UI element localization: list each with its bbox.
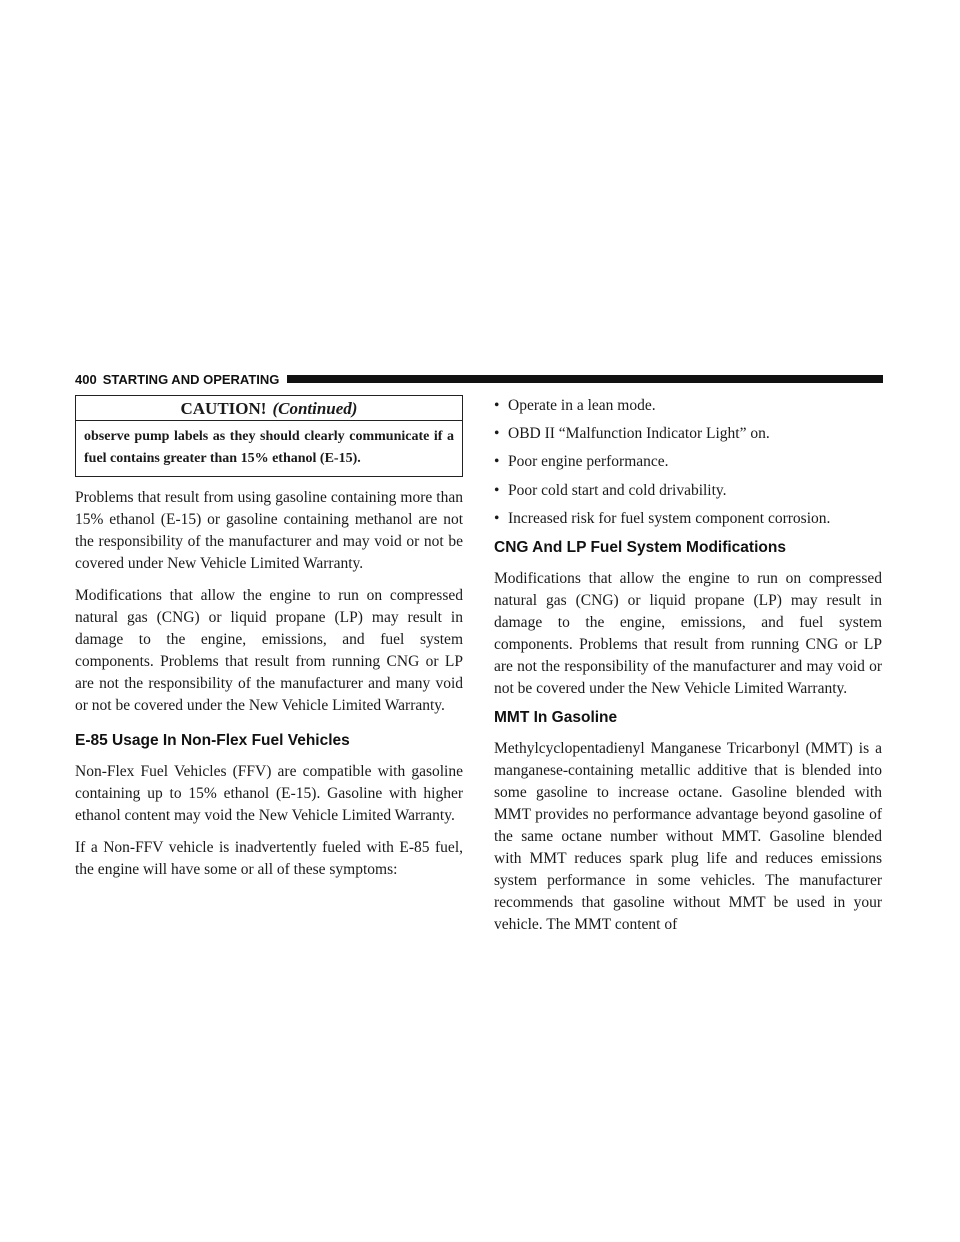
left-column bbox=[75, 395, 463, 881]
list-item: • Poor engine performance. bbox=[494, 451, 882, 473]
list-item: • Increased risk for fuel system component corrosion. bbox=[494, 508, 882, 530]
paragraph-cng-lp-detail: Modifications that allow the engine to run on compressed natural gas (CNG) or liquid propane (LP) may result in damage to the engine, emissions, and fuel system components. Problems that result from running CNG or LP are not the responsibility of the manufacturer and may void or not be covered under the New Vehicle Limited Warranty. bbox=[494, 569, 882, 697]
paragraph-mmt: Methylcyclopentadienyl Manganese Tricarbonyl (MMT) is a manganese-containing metallic additive that is blended into some gasoline to increase octane. Gasoline blended with MMT provides no performance advantage beyond gasoline of the same octane number without MMT. Gasoline blended with MMT reduces spark plug life and reduces emissions system performance in some vehicles. The manufacturer recommends that gasoline without MMT be used in your vehicle. The MMT content of bbox=[494, 739, 882, 933]
caution-box-body: observe pump labels as they should clearly communicate if a fuel contains greater than 15% ethanol (E-15). bbox=[75, 421, 463, 477]
page-header bbox=[75, 370, 883, 388]
symptom-list bbox=[494, 395, 882, 530]
caution-box-title bbox=[75, 395, 463, 421]
list-item: • Operate in a lean mode. bbox=[494, 395, 882, 417]
right-column bbox=[494, 395, 882, 936]
heading-e85-usage: E-85 Usage In Non-Flex Fuel Vehicles bbox=[75, 732, 350, 749]
list-item: • OBD II “Malfunction Indicator Light” on. bbox=[494, 423, 882, 445]
paragraph-ethanol-warranty: Problems that result from using gasoline containing more than 15% ethanol (E-15) or gasoline containing methanol are not the responsibility of the manufacturer and may void or not be covered under New Vehicle Limited Warranty. bbox=[75, 489, 463, 572]
list-item: • Poor cold start and cold drivability. bbox=[494, 480, 882, 502]
heading-cng-lp-modifications: CNG And LP Fuel System Modifications bbox=[494, 538, 786, 556]
section-title: STARTING AND OPERATING bbox=[102, 371, 280, 387]
heading-mmt-in-gasoline: MMT In Gasoline bbox=[494, 708, 618, 726]
bullet-icon: • bbox=[494, 453, 500, 471]
bullet-icon: • bbox=[494, 425, 500, 443]
caution-label: CAUTION! bbox=[180, 399, 267, 418]
paragraph-ffv-compat: Non-Flex Fuel Vehicles (FFV) are compatible with gasoline containing up to 15% ethanol (E-15). Gasoline with higher ethanol content may void the New Vehicle Limited Warranty. bbox=[75, 763, 463, 824]
header-rule bbox=[287, 375, 883, 383]
caution-continued: (Continued) bbox=[272, 399, 358, 418]
paragraph-e85-symptoms: If a Non-FFV vehicle is inadvertently fueled with E-85 fuel, the engine will have some or all of these symptoms: bbox=[75, 839, 463, 878]
bullet-icon: • bbox=[494, 397, 500, 414]
page-number: 400 bbox=[75, 371, 97, 387]
paragraph-cng-lp: Modifications that allow the engine to run on compressed natural gas (CNG) or liquid propane (LP) may result in damage to the engine, emissions, and fuel system components. Problems that result from running CNG or LP are not the responsibility of the manufacturer and many void or not be covered under the New Vehicle Limited Warranty. bbox=[75, 587, 463, 714]
bullet-icon: • bbox=[494, 509, 500, 527]
bullet-icon: • bbox=[494, 481, 500, 499]
